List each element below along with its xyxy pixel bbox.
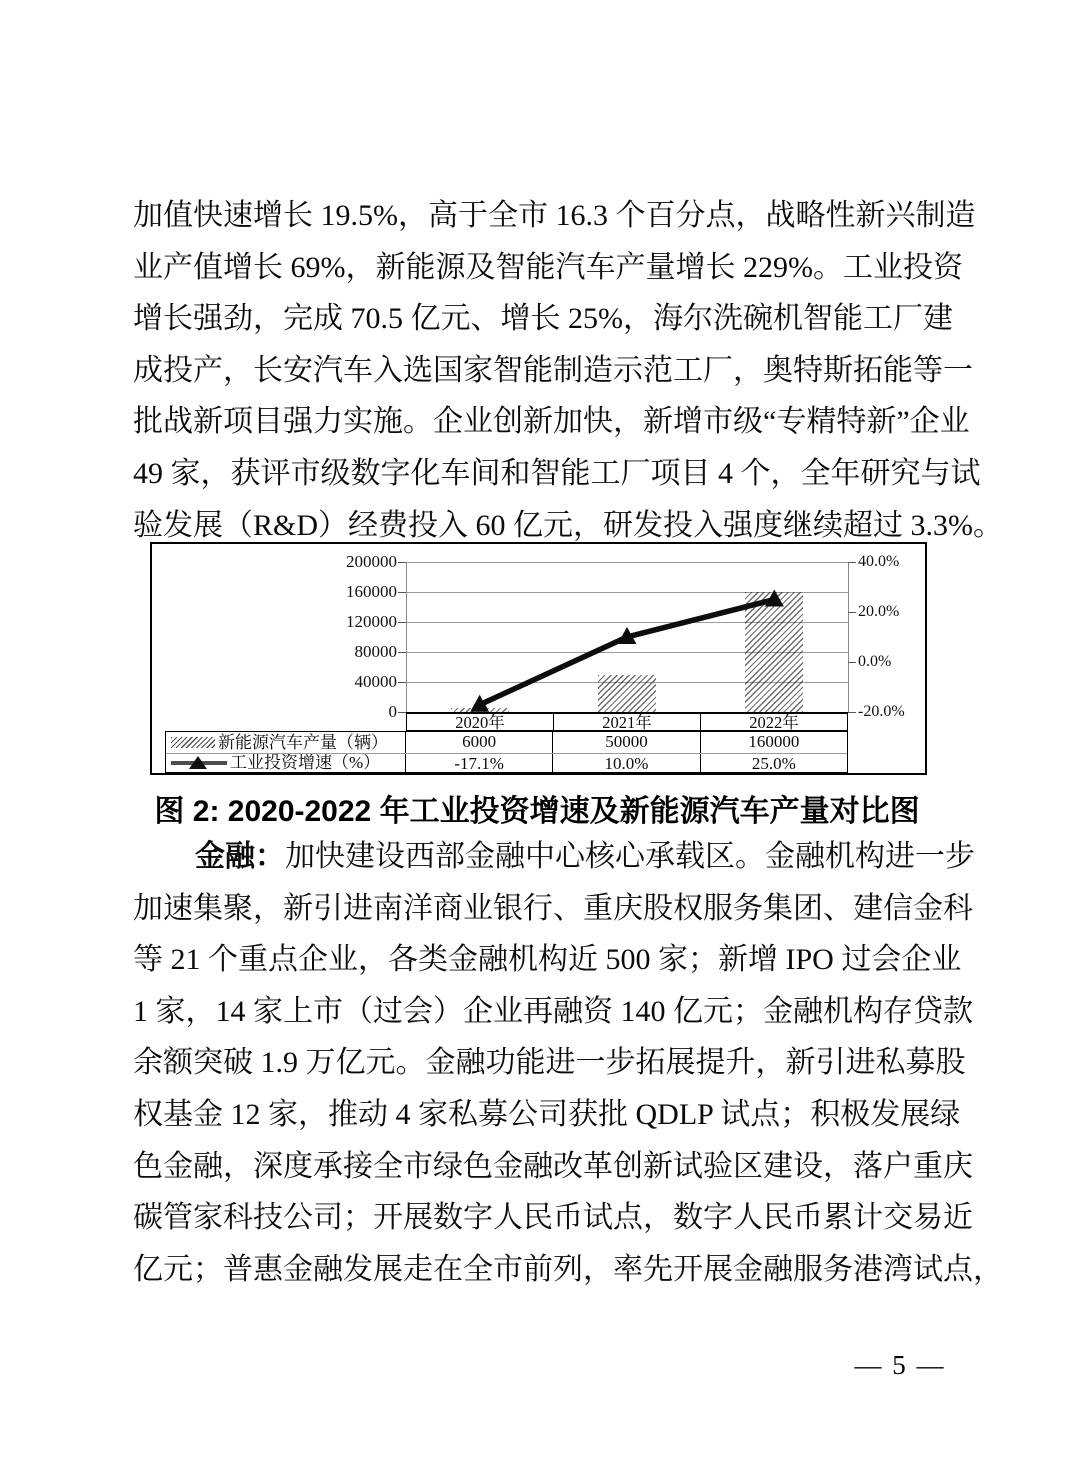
- bar-new-energy-vehicle-output: [745, 592, 803, 712]
- text-line: 成投产，长安汽车入选国家智能制造示范工厂，奥特斯拓能等一: [133, 353, 973, 387]
- bar-new-energy-vehicle-output: [598, 675, 656, 713]
- table-value-cell: 10.0%: [552, 754, 699, 773]
- left-axis-tick-label: 80000: [354, 642, 397, 661]
- text-line: 增长强劲，完成 70.5 亿元、增长 25%，海尔洗碗机智能工厂建: [133, 302, 953, 336]
- table-value-cell: 25.0%: [700, 754, 847, 773]
- left-axis-tick: [398, 712, 406, 713]
- text-line: 余额突破 1.9 万亿元。金融功能进一步拓展提升，新引进私募股: [133, 1046, 966, 1080]
- table-value-cell: 160000: [700, 732, 847, 753]
- paragraph-finance: [133, 831, 1003, 1295]
- left-axis-tick-label: 40000: [354, 672, 397, 691]
- table-value-cell: -17.1%: [405, 754, 552, 773]
- x-axis-category-row: [406, 712, 848, 731]
- hatch-swatch-icon: [171, 737, 215, 748]
- x-axis-category-label: 2020年: [455, 713, 505, 732]
- text-line: 业产值增长 69%，新能源及智能汽车产量增长 229%。工业投资: [133, 250, 963, 284]
- text-line: 亿元；普惠金融发展走在全市前列，率先开展金融服务港湾试点，: [133, 1252, 1003, 1286]
- text-line: [133, 831, 975, 883]
- right-axis-tick-label: -20.0%: [858, 703, 905, 720]
- chart-figure: [150, 542, 927, 775]
- text-line: 加速集聚，新引进南洋商业银行、重庆股权服务集团、建信金科: [133, 891, 973, 925]
- page-number: — 5 —: [854, 1350, 946, 1380]
- left-axis-tick-label: 160000: [346, 582, 397, 601]
- bar-new-energy-vehicle-output: [451, 708, 509, 713]
- text-line: 批战新项目强力实施。企业创新加快，新增市级“专精特新”企业: [133, 405, 970, 439]
- table-value-cell: 6000: [405, 732, 552, 753]
- text-line: 加值快速增长 19.5%，高于全市 16.3 个百分点，战略性新兴制造: [133, 199, 976, 232]
- table-row: [166, 732, 847, 753]
- right-axis-tick: [848, 562, 856, 563]
- x-axis-category-label: 2021年: [553, 714, 700, 730]
- series-name: 新能源汽车产量（辆）: [218, 732, 388, 752]
- left-axis-tick: [398, 622, 406, 623]
- text-line: 等 21 个重点企业，各类金融机构近 500 家；新增 IPO 过会企业: [133, 943, 962, 977]
- paragraph-lead: 金融：: [195, 840, 285, 873]
- series-label-cell: [166, 754, 405, 773]
- x-axis-category-label: 2022年: [700, 714, 847, 730]
- right-axis-tick-label: 20.0%: [858, 603, 900, 620]
- right-axis-tick: [848, 612, 856, 613]
- left-axis-tick: [398, 652, 406, 653]
- paragraph-industry: [133, 190, 1003, 551]
- text-line: 1 家，14 家上市（过会）企业再融资 140 亿元；金融机构存贷款: [133, 994, 973, 1028]
- text-line: 49 家，获评市级数字化车间和智能工厂项目 4 个，全年研究与试: [133, 456, 981, 490]
- left-axis-tick-label: 0: [388, 702, 397, 721]
- text-line: 碳管家科技公司；开展数字人民币试点，数字人民币累计交易近: [133, 1201, 973, 1235]
- text-line: 权基金 12 家，推动 4 家私募公司获批 QDLP 试点；积极发展绿: [133, 1097, 961, 1131]
- right-axis-tick-label: 0.0%: [858, 653, 892, 670]
- right-axis-spine: [848, 562, 849, 712]
- text-run: 加快建设西部金融中心核心承载区。金融机构进一步: [285, 840, 975, 873]
- figure-caption: 图 2: 2020-2022 年工业投资增速及新能源汽车产量对比图: [154, 795, 920, 828]
- series-name: 工业投资增速（%）: [230, 753, 381, 772]
- left-axis-tick: [398, 562, 406, 563]
- left-axis-tick: [398, 592, 406, 593]
- table-value-cell: 50000: [552, 732, 699, 753]
- series-label-cell: [166, 732, 405, 753]
- left-axis-tick-label: 200000: [346, 552, 397, 571]
- data-table: [165, 731, 848, 773]
- right-axis-tick: [848, 712, 856, 713]
- text-line: 色金融，深度承接全市绿色金融改革创新试验区建设，落户重庆: [133, 1149, 973, 1183]
- text-line: 验发展（R&D）经费投入 60 亿元，研发投入强度继续超过 3.3%。: [133, 508, 1003, 542]
- left-axis-tick-label: 120000: [346, 612, 397, 631]
- right-axis-tick-label: 40.0%: [858, 553, 900, 570]
- right-axis-tick: [848, 662, 856, 663]
- line-marker-swatch-icon: [171, 756, 227, 769]
- left-axis-tick: [398, 682, 406, 683]
- table-row: [166, 753, 847, 773]
